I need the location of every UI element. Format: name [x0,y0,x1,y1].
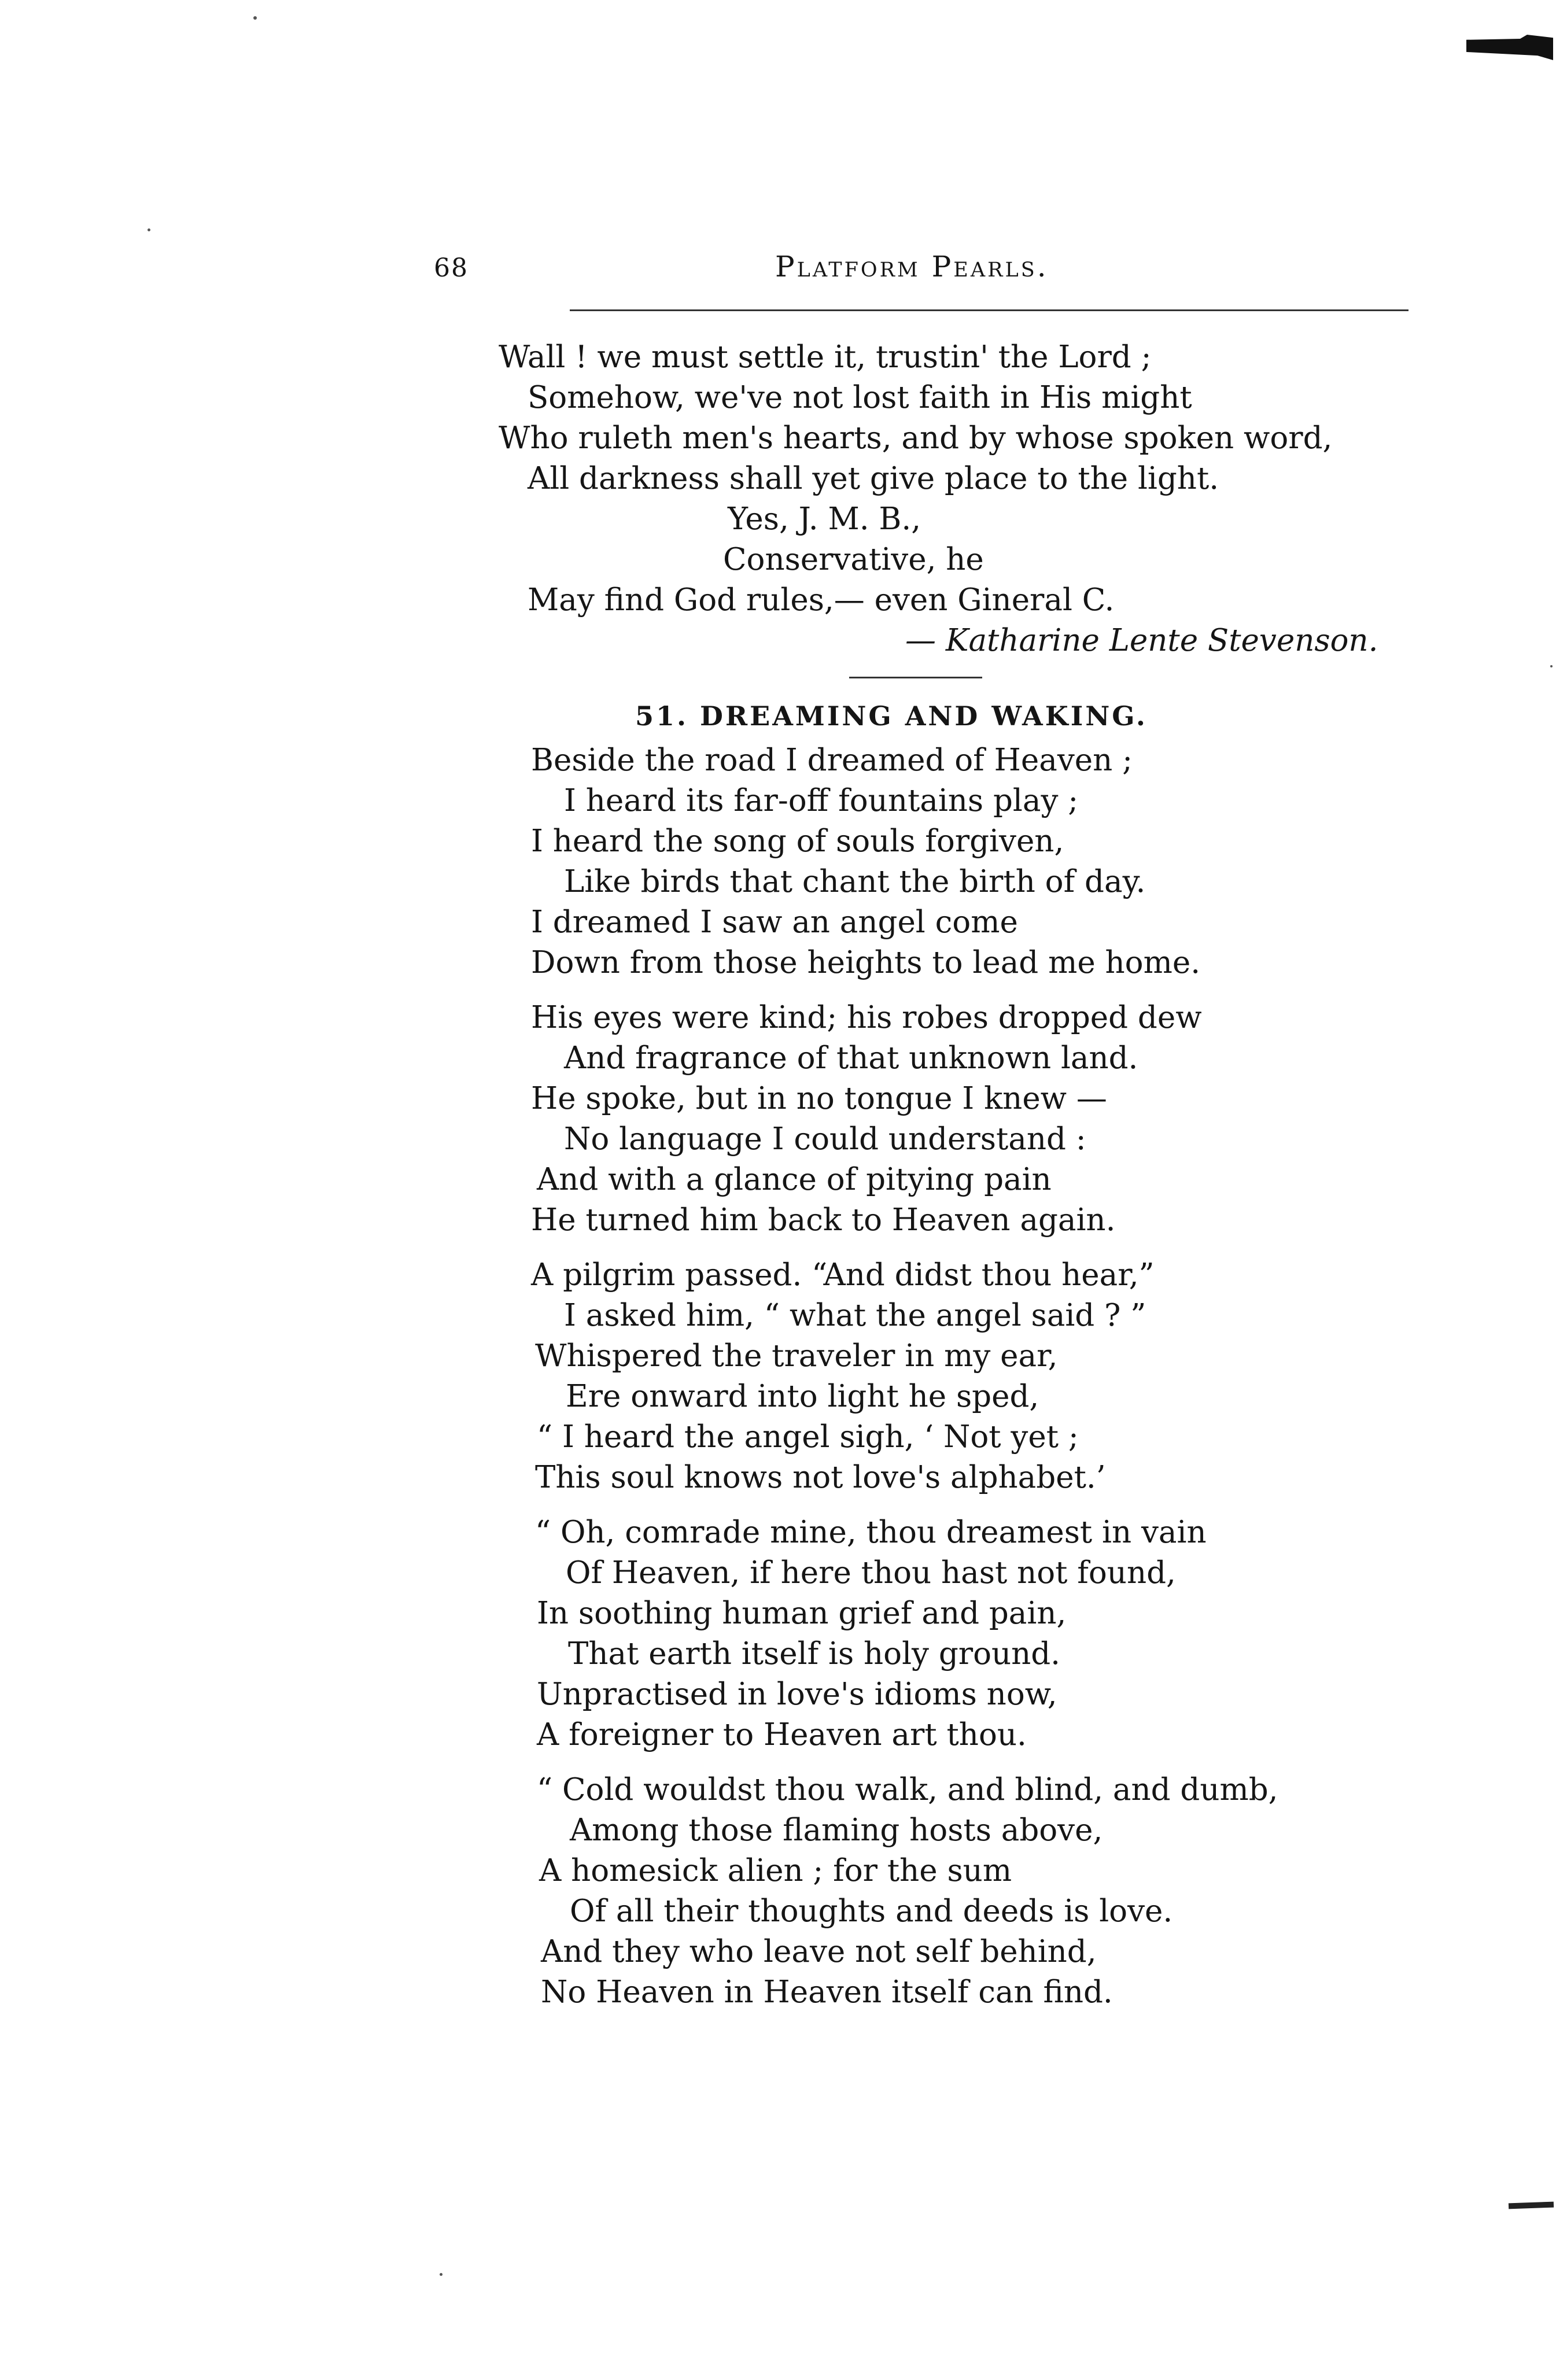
poem-line: A foreigner to Heaven art thou. [537,1717,1027,1752]
poem-line: I heard the song of souls forgiven, [531,824,1064,859]
scan-smudge-mark [1509,2202,1554,2209]
poem-line: Among those flaming hosts above, [570,1813,1103,1848]
poem-line: He turned him back to Heaven again. [531,1202,1116,1238]
running-head: Platform Pearls. [775,250,1049,283]
poem-line: I heard its far-off fountains play ; [564,783,1079,818]
poem-line: He spoke, but in no tongue I knew — [531,1081,1107,1116]
poem-line: In soothing human grief and pain, [537,1596,1067,1631]
scan-speck [1550,665,1553,667]
poem-line: A homesick alien ; for the sum [539,1853,1012,1888]
poem-line: “ Cold wouldst thou walk, and blind, and dumb, [537,1772,1278,1807]
poem-line: His eyes were kind; his robes dropped dew [531,1000,1202,1035]
poem-line: Conservative, he [723,542,984,577]
poem-line: Wall ! we must settle it, trustin' the Lord ; [499,340,1152,375]
poem-heading: 51. DREAMING AND WAKING. [635,700,1148,732]
scan-speck [148,228,150,231]
poem-line: Beside the road I dreamed of Heaven ; [531,743,1133,778]
scan-smudge-mark [1466,35,1553,60]
poem-line: “ Oh, comrade mine, thou dreamest in vain [535,1515,1207,1550]
poem-line: Down from those heights to lead me home. [531,945,1201,980]
poem-line: Ere onward into light he sped, [566,1379,1039,1414]
poem-line: I asked him, “ what the angel said ? ” [564,1298,1146,1333]
poem-line: Somehow, we've not lost faith in His might [528,380,1192,415]
header-rule [570,309,1409,311]
poem-line: And with a glance of pitying pain [537,1162,1052,1197]
page-number: 68 [434,253,469,283]
poem-line: Of all their thoughts and deeds is love. [570,1894,1173,1929]
poem-line: This soul knows not love's alphabet.’ [535,1460,1106,1495]
scan-speck [440,2273,443,2276]
poem-line: And they who leave not self behind, [541,1934,1097,1969]
poem-line: May find God rules,— even Gineral C. [528,582,1115,618]
poem-line: Who ruleth men's hearts, and by whose spoken word, [499,420,1333,456]
poem-line: All darkness shall yet give place to the light. [528,461,1219,496]
poem-line: I dreamed I saw an angel come [531,905,1018,940]
poem-line: Whispered the traveler in my ear, [535,1338,1058,1374]
attribution: — Katharine Lente Stevenson. [905,623,1378,658]
poem-line: Like birds that chant the birth of day. [564,864,1146,899]
poem-line: Yes, J. M. B., [728,501,921,537]
poem-line: A pilgrim passed. “And didst thou hear,” [531,1257,1155,1293]
poem-line: No language I could understand : [564,1121,1086,1157]
section-rule [849,677,982,678]
poem-line: That earth itself is holy ground. [568,1636,1061,1671]
scan-speck [253,16,257,20]
poem-line: Unpractised in love's idioms now, [537,1677,1057,1712]
poem-line: No Heaven in Heaven itself can find. [541,1975,1113,2010]
poem-line: And fragrance of that unknown land. [564,1040,1138,1076]
poem-line: Of Heaven, if here thou hast not found, [566,1555,1176,1591]
poem-line: “ I heard the angel sigh, ‘ Not yet ; [537,1419,1079,1455]
